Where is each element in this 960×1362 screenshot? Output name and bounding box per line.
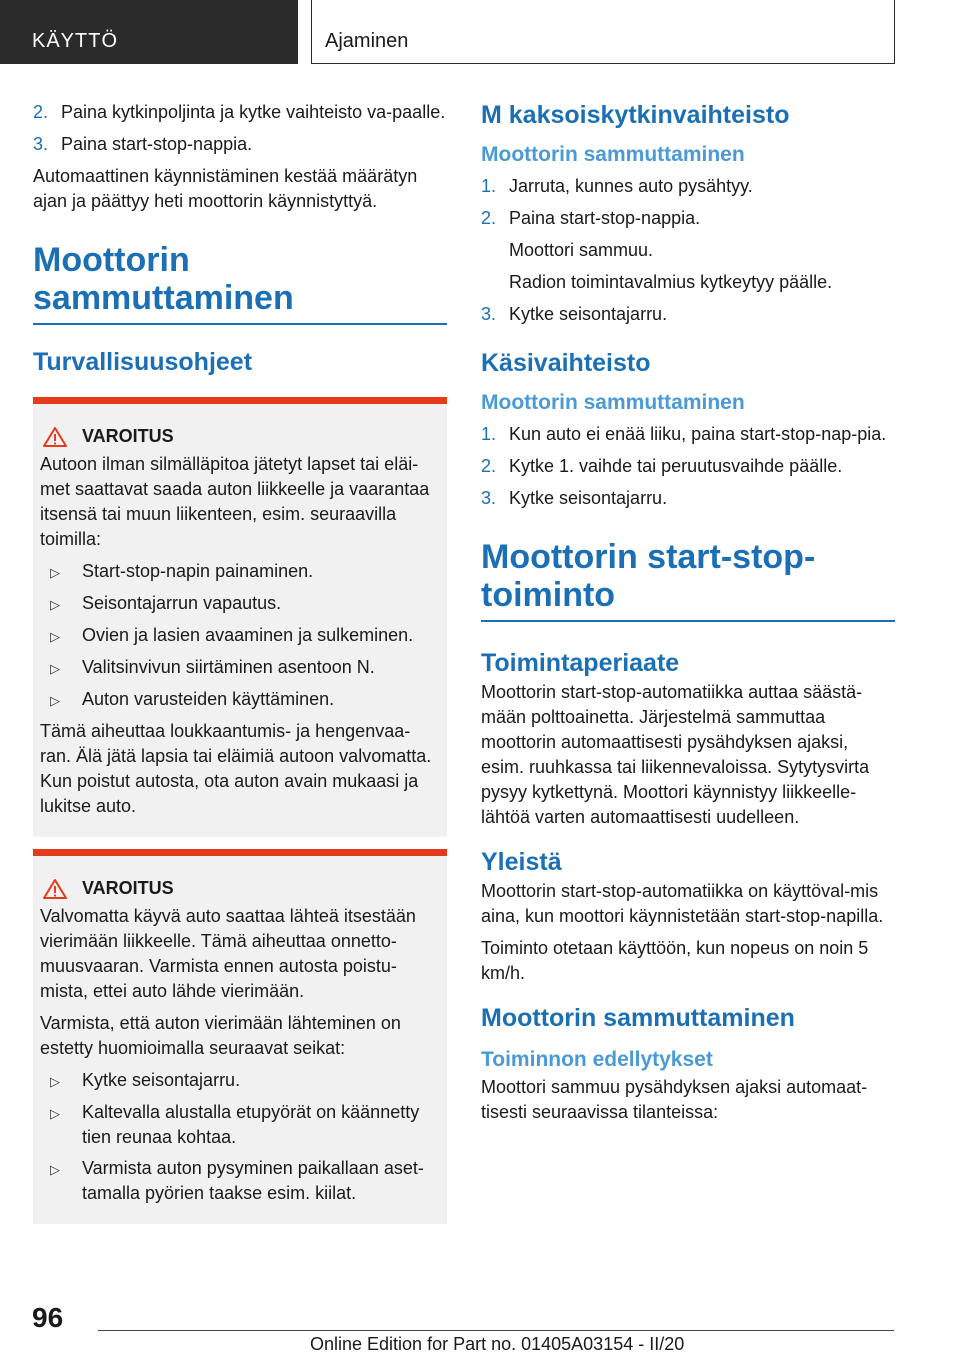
list-item: 3. Paina start-stop-nappia. <box>33 134 253 154</box>
paragraph: Moottorin start-stop-automatiikka on käyttöval-mis aina, kun moottori käynnistetään start-stop-napilla. <box>481 881 884 926</box>
chapter-tab <box>311 0 895 64</box>
bullet-item: ▷ Kytke seisontajarru. <box>40 1068 439 1094</box>
triangle-bullet-icon: ▷ <box>50 693 60 708</box>
section-title: KÄYTTÖ <box>32 30 119 52</box>
triangle-bullet-icon: ▷ <box>50 1106 60 1121</box>
triangle-bullet-icon: ▷ <box>50 565 60 580</box>
list-item: 3. Kytke seisontajarru. <box>481 304 668 324</box>
triangle-bullet-icon: ▷ <box>50 597 60 612</box>
bullet-item: ▷ Seisontajarrun vapautus. <box>40 591 439 617</box>
heading-2: Moottorin sammuttaminen <box>481 1004 795 1032</box>
warning-box: VAROITUS Valvomatta käyvä auto saattaa lähteä itsestään vierimään liikkeelle. Tämä aiheuttaa onnetto-muusvaaran. Varmista ennen autosta poistu-mista, ettei auto lähde vierimään. Varmista, että auton vierimään lähteminen on estetty huomioimalla seuraavat seikat: ▷ Kytke seisontajarru. ▷ Kaltevalla alustalla etupyörät on käännetty tien reunaa kohtaa. ▷ Varmista auton pysyminen paikallaan aset-tamalla pyörien taakse esim. kiilat. <box>33 849 447 1224</box>
list-item: 2. Paina kytkinpoljinta ja kytke vaihteisto va-paalle. <box>33 102 446 122</box>
chapter-title: Ajaminen <box>325 30 409 52</box>
bullet-item: ▷ Start-stop-napin painaminen. <box>40 559 439 585</box>
heading-2: Toimintaperiaate <box>481 649 680 677</box>
bullet-item: ▷ Ovien ja lasien avaaminen ja sulkeminen. <box>40 623 439 649</box>
heading-1: Moottorin start-stop-toiminto <box>481 538 816 614</box>
list-item: 2. Kytke 1. vaihde tai peruutusvaihde päälle. <box>481 456 843 476</box>
bullet-item: ▷ Valitsinvivun siirtäminen asentoon N. <box>40 655 439 681</box>
bullet-item: ▷ Kaltevalla alustalla etupyörät on käännetty tien reunaa kohtaa. <box>40 1100 439 1150</box>
heading-3: Moottorin sammuttaminen <box>481 391 745 414</box>
paragraph: Toiminto otetaan käyttöön, kun nopeus on noin 5 km/h. <box>481 938 869 983</box>
triangle-bullet-icon: ▷ <box>50 629 60 644</box>
list-item: 2. Paina start-stop-nappia. <box>481 208 701 228</box>
list-item: 1. Kun auto ei enää liiku, paina start-stop-nap-pia. <box>481 424 887 444</box>
warning-title: VAROITUS <box>82 426 174 446</box>
heading-2: Turvallisuusohjeet <box>33 348 253 376</box>
heading-2: M kaksoiskytkinvaihteisto <box>481 101 790 129</box>
list-item: 3. Kytke seisontajarru. <box>481 488 668 508</box>
heading-1: Moottorin sammuttaminen <box>33 241 294 317</box>
right-column: M kaksoiskytkinvaihteisto Moottorin sammuttaminen 1. Jarruta, kunnes auto pysähtyy. 2. Paina start-stop-nappia. Moottori sammuu. Radion toimintavalmius kytkeytyy päälle. 3. Kytke seisontajarru. Käsivaihteisto Moottorin sammuttaminen 1. Kun auto ei enää liiku, paina start-stop-nap-pia. 2. Kytke 1. vaihde tai peruutusvaihde päälle. 3. Kytke seisontajarru. Moottorin start-stop-toiminto Toimintaperiaate Moottorin start-stop-automatiikka auttaa säästä-mään polttoainetta. Järjestelmä sammuttaa moottorin automaattisesti pysähdyksen ajaksi, esim. ruuhkassa tai liikennevaloissa. Sytytysvirta pysyy kytkettynä. Moottori käynnistyy liikkeelle-lähtöä varten automaattisesti uudelleen. Yleistä Moottorin start-stop-automatiikka on käyttöval-mis aina, kun moottori käynnistetään start-stop-napilla. Toiminto otetaan käyttöön, kun nopeus on noin 5 km/h. Moottorin sammuttaminen Toiminnon edellytykset Moottori sammuu pysähdyksen ajaksi automaat-tisesti seuraavissa tilanteissa: <box>481 100 895 1132</box>
page-number: 96 <box>32 1302 64 1333</box>
triangle-bullet-icon: ▷ <box>50 1162 60 1177</box>
footer-divider <box>98 1330 894 1331</box>
bullet-item: ▷ Varmista auton pysyminen paikallaan aset-tamalla pyörien taakse esim. kiilat. <box>40 1156 439 1206</box>
heading-3: Toiminnon edellytykset <box>481 1048 713 1071</box>
warning-icon <box>42 426 68 448</box>
heading-2: Yleistä <box>481 848 562 876</box>
list-item: 1. Jarruta, kunnes auto pysähtyy. <box>481 176 753 196</box>
heading-3: Moottorin sammuttaminen <box>481 143 745 166</box>
section-tab <box>0 0 298 64</box>
paragraph: Automaattinen käynnistäminen kestää määrätyn ajan ja päättyy heti moottorin käynnistyttyä. <box>33 166 418 211</box>
warning-icon <box>42 878 68 900</box>
triangle-bullet-icon: ▷ <box>50 661 60 676</box>
heading-2: Käsivaihteisto <box>481 349 651 377</box>
paragraph: Moottori sammuu pysähdyksen ajaksi automaat-tisesti seuraavissa tilanteissa: <box>481 1077 868 1122</box>
bullet-item: ▷ Auton varusteiden käyttäminen. <box>40 687 439 713</box>
edition-text: Online Edition for Part no. 01405A03154 - II/20 <box>310 1334 685 1354</box>
triangle-bullet-icon: ▷ <box>50 1074 60 1089</box>
warning-title: VAROITUS <box>82 878 174 898</box>
warning-box: VAROITUS Autoon ilman silmälläpitoa jätetyt lapset tai eläi-met saattavat saada auton liikkeelle ja vaarantaa itsensä tai muun liikenteen, esim. seuraavilla toimilla: ▷ Start-stop-napin painaminen. ▷ Seisontajarrun vapautus. ▷ Ovien ja lasien avaaminen ja sulkeminen. ▷ Valitsinvivun siirtäminen asentoon N. ▷ Auton varusteiden käyttäminen. Tämä aiheuttaa loukkaantumis- ja hengenvaa-ran. Älä jätä lapsia tai eläimiä autoon valvomatta. Kun poistut autosta, ota auton avain mukaasi ja lukitse auto. <box>33 397 447 837</box>
left-column <box>33 100 447 1224</box>
paragraph: Moottorin start-stop-automatiikka auttaa säästä-mään polttoainetta. Järjestelmä sammuttaa moottorin automaattisesti pysähdyksen ajaksi, esim. ruuhkassa tai liikennevaloissa. Sytytysvirta pysyy kytkettynä. Moottori käynnistyy liikkeelle-lähtöä varten automaattisesti uudelleen. <box>481 682 870 827</box>
